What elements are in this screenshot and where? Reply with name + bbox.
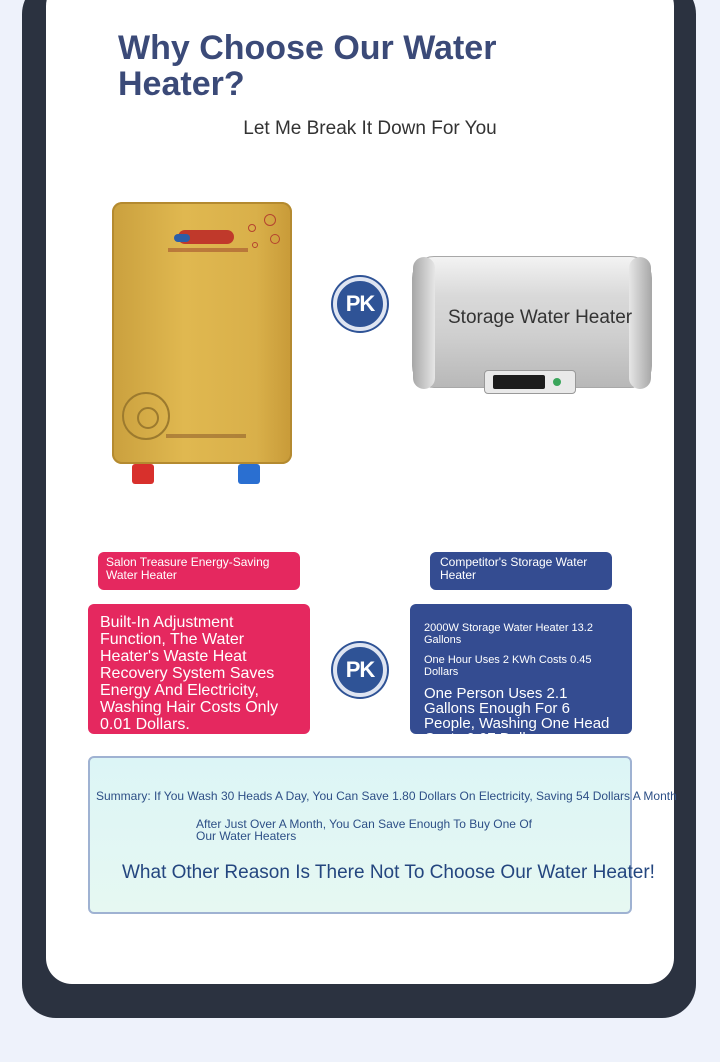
product-caption-mark (166, 434, 246, 438)
bubble-decoration (264, 214, 276, 226)
competitor-spec-energy: One Hour Uses 2 KWh Costs 0.45 Dollars (424, 654, 592, 678)
competitor-product-costs (410, 604, 632, 747)
hot-water-pipe (132, 464, 154, 484)
tank-control-panel (484, 370, 576, 394)
tank-right-cap (629, 257, 651, 389)
product-caption-mark (168, 248, 248, 252)
cold-water-pipe (238, 464, 260, 484)
brand-logo (178, 230, 234, 244)
bubble-decoration (248, 224, 256, 232)
summary-savings: Summary: If You Wash 30 Heads A Day, You Can Save 1.80 Dollars On Electricity, Saving 54 Dollars A Month (96, 789, 677, 803)
pk-badge: PK (333, 277, 387, 331)
flower-decoration (122, 392, 170, 440)
power-indicator-icon (553, 378, 561, 386)
tank-left-cap (413, 257, 435, 389)
storage-heater-label: Storage Water Heater (448, 307, 633, 328)
summary-call-to-action: What Other Reason Is There Not To Choose Our Water Heater! (122, 862, 655, 883)
competitor-spec-usage: One Person Uses 2.1 Gallons Enough For 6 People, Washing One Head Costs 0.07 Dollars. (424, 685, 610, 747)
pk-badge: PK (333, 643, 387, 697)
tank-display (493, 375, 545, 389)
page-subtitle: Let Me Break It Down For You (243, 118, 497, 139)
instant-water-heater-image (112, 202, 292, 464)
our-product-tag: Salon Treasure Energy-Saving Water Heater (98, 552, 300, 590)
summary-payback: After Just Over A Month, You Can Save Enough To Buy One Of Our Water Heaters (196, 817, 532, 843)
competitor-spec-capacity: 2000W Storage Water Heater 13.2 Gallons (424, 622, 593, 646)
our-product-benefits: Built-In Adjustment Function, The Water Heater's Waste Heat Recovery System Saves Energy And Electricity, Washing Hair Costs Only 0.01 Dollars. (88, 604, 310, 734)
bubble-decoration (252, 242, 258, 248)
page-title: Why Choose Our Water Heater? (118, 29, 497, 103)
bubble-decoration (270, 234, 280, 244)
competitor-product-tag: Competitor's Storage Water Heater (430, 552, 612, 590)
